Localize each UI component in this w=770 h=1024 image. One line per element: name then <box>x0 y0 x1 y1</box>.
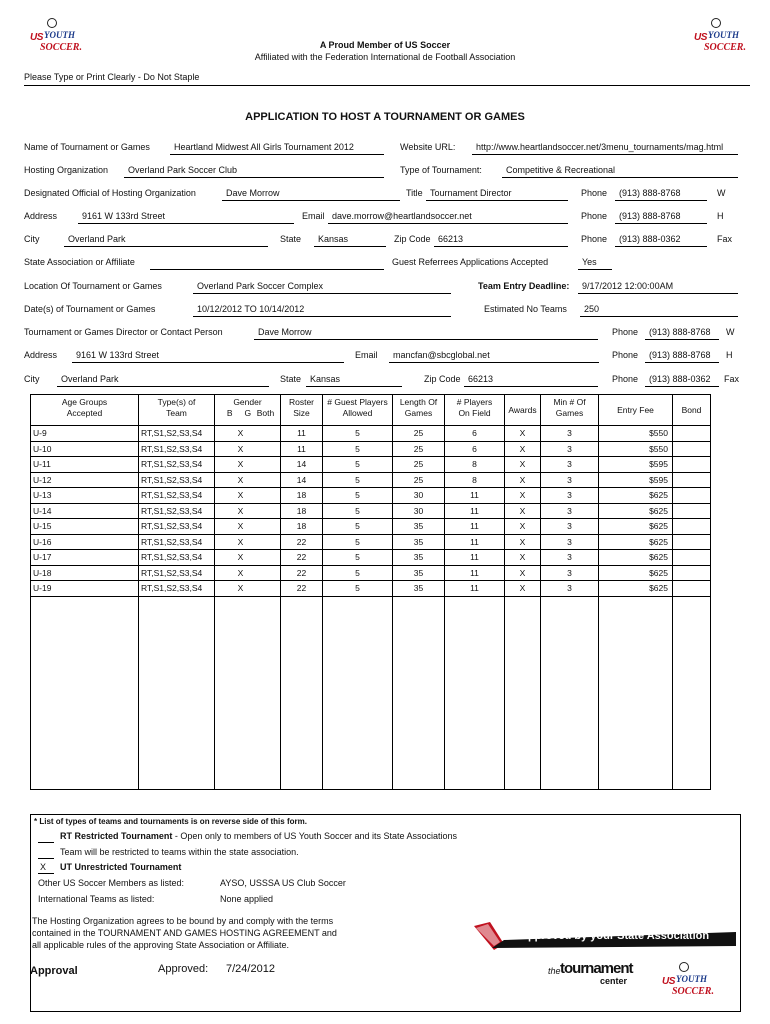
cell-roster: 22 <box>281 534 323 550</box>
cell-gender: X <box>229 565 253 581</box>
table-row-blank <box>31 596 711 611</box>
table-row <box>31 550 711 566</box>
cell-players: 11 <box>445 581 505 597</box>
phone1-suffix: W <box>717 188 726 198</box>
est-label: Estimated No Teams <box>484 304 567 314</box>
zip-label: Zip Code <box>394 234 431 244</box>
cell-awards: X <box>505 565 541 581</box>
name-field[interactable]: Heartland Midwest All Girls Tournament 2012 <box>174 142 354 152</box>
location-label: Location Of Tournament or Games <box>24 281 162 291</box>
dphone-label-2: Phone <box>612 350 639 360</box>
cell-players: 8 <box>445 457 505 473</box>
cell-length: 25 <box>393 457 445 473</box>
instruction: Please Type or Print Clearly - Do Not Staple <box>24 72 200 82</box>
cell-min: 3 <box>541 472 599 488</box>
dphone-label-3: Phone <box>612 374 639 384</box>
cell-roster: 22 <box>281 565 323 581</box>
cell-type: RT,S1,S2,S3,S4 <box>139 581 215 597</box>
cell-players: 11 <box>445 519 505 535</box>
cell-players: 11 <box>445 503 505 519</box>
name-label: Name of Tournament or Games <box>24 142 150 152</box>
dphone3-field[interactable]: (913) 888-0362 <box>649 374 711 384</box>
rt-desc2: Team will be restricted to teams within the state association. <box>60 847 299 857</box>
cell-length: 25 <box>393 426 445 442</box>
location-field[interactable]: Overland Park Soccer Complex <box>197 281 324 291</box>
types-note: * List of types of teams and tournaments is on reverse side of this form. <box>34 817 307 826</box>
referees-label: Guest Referrees Applications Accepted <box>392 257 549 267</box>
age-groups-table <box>30 394 711 790</box>
cell-players: 8 <box>445 472 505 488</box>
cell-age: U-14 <box>31 503 139 519</box>
cell-fee: $550 <box>599 441 673 457</box>
ut-title: UT Unrestricted Tournament <box>60 862 182 872</box>
city-label: City <box>24 234 40 244</box>
cell-guest: 5 <box>323 472 393 488</box>
table-row-blank <box>31 611 711 626</box>
cell-roster: 18 <box>281 519 323 535</box>
cell-min: 3 <box>541 441 599 457</box>
dates-field[interactable]: 10/12/2012 TO 10/14/2012 <box>197 304 305 314</box>
cell-players: 11 <box>445 488 505 504</box>
dcity-label: City <box>24 374 40 384</box>
table-row-blank <box>31 713 711 728</box>
approval-label: Approval <box>30 965 78 977</box>
dphone1-suffix: W <box>726 327 735 337</box>
header-divider <box>24 85 750 86</box>
table-row <box>31 581 711 597</box>
cell-fee: $595 <box>599 472 673 488</box>
phone3-suffix: Fax <box>717 234 733 244</box>
table-row <box>31 503 711 519</box>
cell-min: 3 <box>541 581 599 597</box>
cell-gender: X <box>229 472 253 488</box>
ut-checkbox[interactable]: X <box>40 862 47 872</box>
cell-awards: X <box>505 503 541 519</box>
cell-min: 3 <box>541 426 599 442</box>
cell-gender: X <box>229 426 253 442</box>
deadline-field[interactable]: 9/17/2012 12:00:00AM <box>582 281 674 291</box>
cell-guest: 5 <box>323 550 393 566</box>
dphone3-suffix: Fax <box>724 374 740 384</box>
website-label: Website URL: <box>400 142 456 152</box>
cell-length: 35 <box>393 550 445 566</box>
table-row-blank <box>31 771 711 786</box>
cell-type: RT,S1,S2,S3,S4 <box>139 519 215 535</box>
cell-length: 30 <box>393 488 445 504</box>
cell-fee: $550 <box>599 426 673 442</box>
daddress-field[interactable]: 9161 W 133rd Street <box>76 350 160 360</box>
cell-min: 3 <box>541 457 599 473</box>
type-label: Type of Tournament: <box>400 165 482 175</box>
dphone2-suffix: H <box>726 350 733 360</box>
table-row <box>31 472 711 488</box>
dphone2-field[interactable]: (913) 888-8768 <box>649 350 711 360</box>
cell-gender: X <box>229 503 253 519</box>
director-field[interactable]: Dave Morrow <box>258 327 312 337</box>
cell-length: 35 <box>393 565 445 581</box>
cell-length: 35 <box>393 519 445 535</box>
cell-length: 30 <box>393 503 445 519</box>
table-row-blank <box>31 756 711 771</box>
cell-guest: 5 <box>323 457 393 473</box>
approved-banner-text: Approved by your State Association <box>520 930 710 942</box>
cell-awards: X <box>505 457 541 473</box>
table-row <box>31 441 711 457</box>
dphone1-field[interactable]: (913) 888-8768 <box>649 327 711 337</box>
cell-age: U-19 <box>31 581 139 597</box>
email-field[interactable]: dave.morrow@heartlandsoccer.net <box>332 211 472 221</box>
cell-type: RT,S1,S2,S3,S4 <box>139 426 215 442</box>
cell-fee: $625 <box>599 550 673 566</box>
type-field[interactable]: Competitive & Recreational <box>506 165 616 175</box>
cell-awards: X <box>505 441 541 457</box>
us-youth-soccer-logo-left: US YOUTH SOCCER. <box>30 18 74 62</box>
state-label: State <box>280 234 302 244</box>
daddress-label: Address <box>24 350 58 360</box>
table-row <box>31 457 711 473</box>
soccer-ball-icon <box>679 962 689 972</box>
cell-roster: 18 <box>281 503 323 519</box>
dstate-field[interactable]: Kansas <box>310 374 341 384</box>
cell-fee: $595 <box>599 457 673 473</box>
cell-type: RT,S1,S2,S3,S4 <box>139 441 215 457</box>
cell-roster: 18 <box>281 488 323 504</box>
cell-fee: $625 <box>599 519 673 535</box>
cell-players: 11 <box>445 565 505 581</box>
cell-gender: X <box>229 581 253 597</box>
rt-checkbox[interactable] <box>38 842 54 843</box>
other-label: Other US Soccer Members as listed: <box>38 878 185 888</box>
cell-gender: X <box>229 534 253 550</box>
cell-players: 6 <box>445 441 505 457</box>
dstate-label: State <box>280 374 302 384</box>
est-field[interactable]: 250 <box>584 304 600 314</box>
zip-field[interactable]: 66213 <box>438 234 464 244</box>
phone1-field[interactable]: (913) 888-8768 <box>619 188 681 198</box>
table-row-blank <box>31 727 711 742</box>
page-title: APPLICATION TO HOST A TOURNAMENT OR GAMES <box>245 111 525 123</box>
phone3-field[interactable]: (913) 888-0362 <box>619 234 681 244</box>
host-org-field[interactable]: Overland Park Soccer Club <box>128 165 238 175</box>
phone-label-3: Phone <box>581 234 608 244</box>
cell-guest: 5 <box>323 581 393 597</box>
cell-type: RT,S1,S2,S3,S4 <box>139 457 215 473</box>
demail-label: Email <box>355 350 378 360</box>
cell-gender: X <box>229 550 253 566</box>
cell-players: 11 <box>445 550 505 566</box>
rt-line: RT Restricted Tournament - Open only to members of US Youth Soccer and its State Associations <box>60 831 458 841</box>
us-youth-soccer-logo-right: US YOUTH SOCCER. <box>694 18 738 62</box>
agree-line2: contained in the TOURNAMENT AND GAMES HOSTING AGREEMENT and <box>32 928 337 938</box>
us-youth-soccer-logo-bottom: US YOUTH SOCCER. <box>662 962 706 1006</box>
dphone-label: Phone <box>612 327 639 337</box>
phone2-field[interactable]: (913) 888-8768 <box>619 211 681 221</box>
header-line2: Affiliated with the Federation International de Football Association <box>254 52 516 62</box>
cell-fee: $625 <box>599 534 673 550</box>
director-label: Tournament or Games Director or Contact Person <box>24 327 223 337</box>
cell-type: RT,S1,S2,S3,S4 <box>139 472 215 488</box>
host-org-label: Hosting Organization <box>24 165 109 175</box>
cell-guest: 5 <box>323 534 393 550</box>
approved-label: Approved: <box>158 963 209 975</box>
cell-awards: X <box>505 472 541 488</box>
cell-players: 6 <box>445 426 505 442</box>
cell-guest: 5 <box>323 503 393 519</box>
cell-roster: 22 <box>281 581 323 597</box>
dzip-field[interactable]: 66213 <box>468 374 494 384</box>
cell-min: 3 <box>541 488 599 504</box>
intl-value: None applied <box>220 894 274 904</box>
cell-awards: X <box>505 488 541 504</box>
cell-guest: 5 <box>323 441 393 457</box>
deadline-label: Team Entry Deadline: <box>478 281 570 291</box>
cell-min: 3 <box>541 534 599 550</box>
header-line1: A Proud Member of US Soccer <box>319 40 451 50</box>
dcity-field[interactable]: Overland Park <box>61 374 119 384</box>
title-label: Title <box>406 188 423 198</box>
email-label: Email <box>302 211 325 221</box>
cell-age: U-16 <box>31 534 139 550</box>
official-label: Designated Official of Hosting Organization <box>24 188 196 198</box>
cell-min: 3 <box>541 565 599 581</box>
cell-fee: $625 <box>599 488 673 504</box>
demail-field[interactable]: mancfan@sbcglobal.net <box>393 350 490 360</box>
table-row-blank <box>31 684 711 699</box>
cell-age: U-9 <box>31 426 139 442</box>
cell-roster: 22 <box>281 550 323 566</box>
cell-awards: X <box>505 581 541 597</box>
cell-type: RT,S1,S2,S3,S4 <box>139 488 215 504</box>
agree-line1: The Hosting Organization agrees to be bound by and comply with the terms <box>32 916 334 926</box>
cell-age: U-12 <box>31 472 139 488</box>
table-row-blank <box>31 655 711 670</box>
other-value: AYSO, USSSA US Club Soccer <box>220 878 346 888</box>
cell-fee: $625 <box>599 565 673 581</box>
footer-box <box>30 814 741 1012</box>
cell-players: 11 <box>445 534 505 550</box>
agree-line3: all applicable rules of the approving State Association or Affiliate. <box>32 940 289 950</box>
state-field[interactable]: Kansas <box>318 234 349 244</box>
table-row <box>31 426 711 442</box>
cell-roster: 11 <box>281 441 323 457</box>
cell-awards: X <box>505 550 541 566</box>
table-header: Age Groups Accepted Type(s) of Team Gender B G Both Roster Size # Guest Players Allowed Length Of Games # Players On Field Awards Min # Of Games Entry Fee Bond <box>31 395 711 426</box>
cell-roster: 14 <box>281 472 323 488</box>
soccer-ball-icon <box>47 18 57 28</box>
table-row <box>31 534 711 550</box>
cell-age: U-13 <box>31 488 139 504</box>
soccer-ball-icon <box>711 18 721 28</box>
table-row-blank <box>31 669 711 684</box>
cell-age: U-18 <box>31 565 139 581</box>
cell-length: 35 <box>393 581 445 597</box>
cell-fee: $625 <box>599 503 673 519</box>
cell-min: 3 <box>541 519 599 535</box>
assoc-field[interactable] <box>150 269 384 270</box>
intl-label: International Teams as listed: <box>38 894 155 904</box>
cell-gender: X <box>229 488 253 504</box>
cell-guest: 5 <box>323 488 393 504</box>
dates-label: Date(s) of Tournament or Games <box>24 304 156 314</box>
cell-awards: X <box>505 519 541 535</box>
cell-gender: X <box>229 457 253 473</box>
cell-guest: 5 <box>323 519 393 535</box>
dzip-label: Zip Code <box>424 374 461 384</box>
website-field[interactable]: http://www.heartlandsoccer.net/3menu_tournaments/mag.html <box>476 142 724 152</box>
cell-roster: 14 <box>281 457 323 473</box>
cell-type: RT,S1,S2,S3,S4 <box>139 550 215 566</box>
cell-type: RT,S1,S2,S3,S4 <box>139 565 215 581</box>
phone2-suffix: H <box>717 211 724 221</box>
table-row-blank <box>31 742 711 757</box>
phone-label: Phone <box>581 188 608 198</box>
cell-length: 25 <box>393 472 445 488</box>
cell-roster: 11 <box>281 426 323 442</box>
assoc-label: State Association or Affiliate <box>24 257 135 267</box>
phone-label-2: Phone <box>581 211 608 221</box>
cell-guest: 5 <box>323 565 393 581</box>
cell-type: RT,S1,S2,S3,S4 <box>139 534 215 550</box>
title-field[interactable]: Tournament Director <box>430 188 512 198</box>
cell-age: U-11 <box>31 457 139 473</box>
cell-guest: 5 <box>323 426 393 442</box>
address-label: Address <box>24 211 58 221</box>
cell-fee: $625 <box>599 581 673 597</box>
cell-age: U-10 <box>31 441 139 457</box>
official-field[interactable]: Dave Morrow <box>226 188 280 198</box>
cell-gender: X <box>229 519 253 535</box>
cell-awards: X <box>505 426 541 442</box>
approved-date: 7/24/2012 <box>226 963 275 975</box>
table-row <box>31 565 711 581</box>
table-row <box>31 488 711 504</box>
cell-min: 3 <box>541 503 599 519</box>
referees-field[interactable]: Yes <box>582 257 597 267</box>
table-row <box>31 519 711 535</box>
city-field[interactable]: Overland Park <box>68 234 126 244</box>
cell-awards: X <box>505 534 541 550</box>
cell-min: 3 <box>541 550 599 566</box>
cell-length: 25 <box>393 441 445 457</box>
table-row-blank <box>31 698 711 713</box>
cell-age: U-17 <box>31 550 139 566</box>
table-row-blank <box>31 626 711 641</box>
table-row-blank <box>31 640 711 655</box>
cell-age: U-15 <box>31 519 139 535</box>
address-field[interactable]: 9161 W 133rd Street <box>82 211 166 221</box>
cell-gender: X <box>229 441 253 457</box>
cell-length: 35 <box>393 534 445 550</box>
cell-type: RT,S1,S2,S3,S4 <box>139 503 215 519</box>
